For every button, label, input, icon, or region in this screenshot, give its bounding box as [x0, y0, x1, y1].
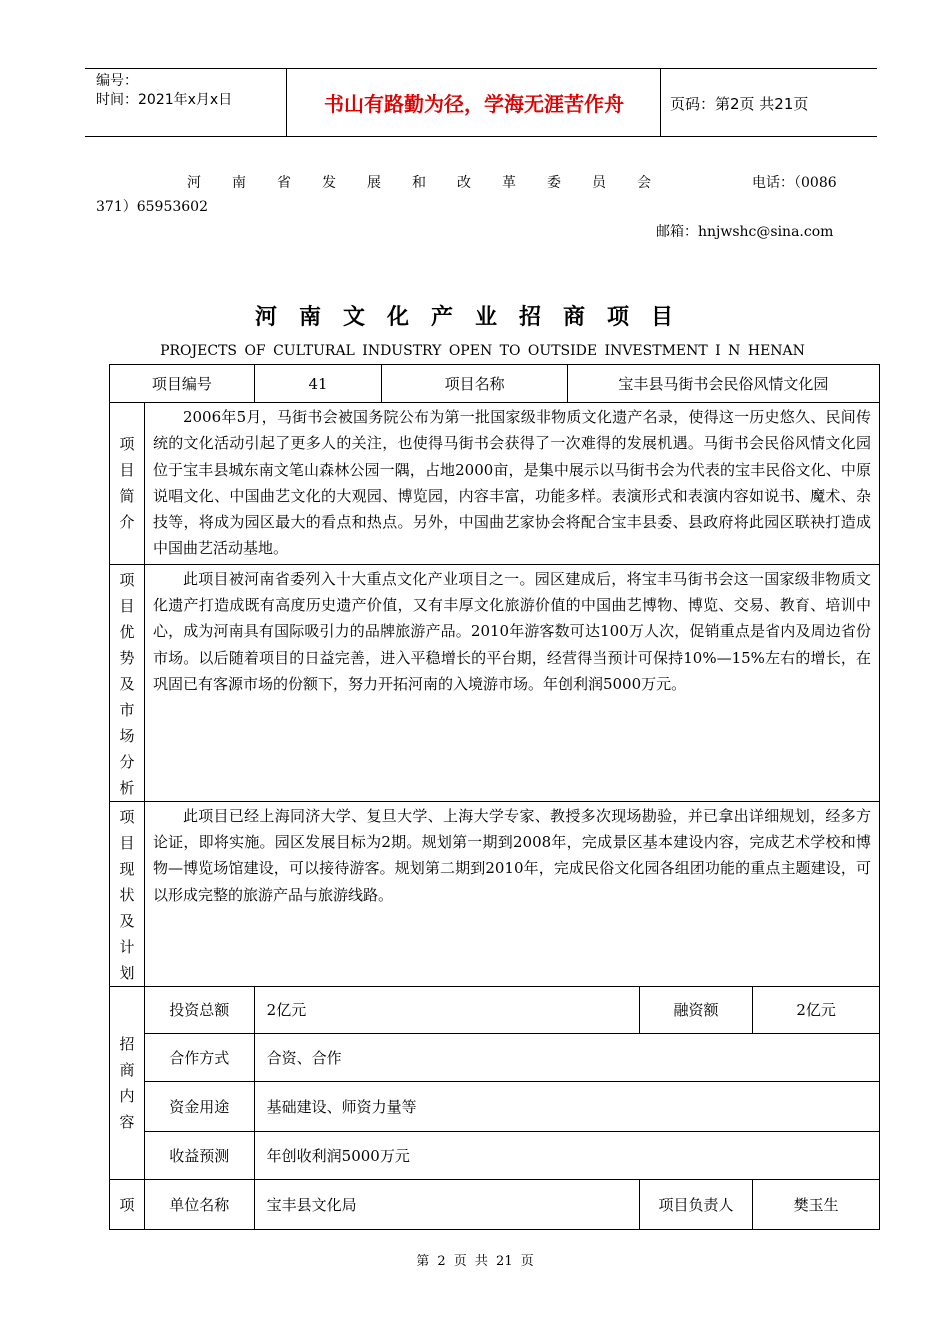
- project-table: [109, 364, 880, 1230]
- page-title: 河南文化产业招商项目: [254, 304, 695, 330]
- table-row-invest: [110, 986, 880, 1033]
- unit: 宝丰县文化局: [254, 1179, 639, 1229]
- leader-label: 项目负责人: [639, 1179, 753, 1229]
- header-divider-1: [286, 69, 287, 136]
- project-no-label: 项目编号: [110, 365, 255, 403]
- header-motto: 书山有路勤为径，学海无涯苦作舟: [324, 92, 624, 116]
- intro-label: 项目简介: [110, 403, 145, 565]
- table-row-intro: [110, 403, 880, 565]
- table-row-header: [110, 365, 880, 403]
- revenue: 年创收利润5000万元: [254, 1131, 879, 1179]
- table-row-status: [110, 801, 880, 986]
- revenue-label: 收益预测: [144, 1131, 254, 1179]
- page-subtitle: PROJECTS OF CULTURAL INDUSTRY OPEN TO OUTSIDE INVESTMENT I N HENAN: [160, 343, 805, 359]
- header-page: 页码：第2页 共21页: [670, 95, 809, 113]
- project-name: 宝丰县马街书会民俗风情文化园: [567, 365, 879, 403]
- advantage-label: 项目优势及市场分析: [110, 564, 145, 801]
- header-bottom-rule: [85, 136, 877, 137]
- leader: 樊玉生: [753, 1179, 880, 1229]
- contact-email: 邮箱：hnjwshc@sina.com: [656, 224, 834, 240]
- advantage-text: 此项目被河南省委列入十大重点文化产业项目之一。园区建成后，将宝丰马街书会这一国家级非物质文化遗产打造成既有高度历史遗产价值，又有丰厚文化旅游价值的中国曲艺博物、博览、交易、教育、培训中心，成为河南具有国际吸引力的品牌旅游产品。2010年游客数可达100万人次，促销重点是省内及周边省份市场。以后随着项目的日益完善，进入平稳增长的平台期，经营得当预计可保持10%—15%左右的增长，在巩固已有客源市场的份额下，努力开拓河南的入境游市场。年创利润5000万元。: [144, 564, 879, 801]
- table-row-revenue: [110, 1131, 880, 1179]
- contact-section-label: 项: [110, 1179, 145, 1229]
- status-text: 此项目已经上海同济大学、复旦大学、上海大学专家、教授多次现场勘验，并已拿出详细规划，经多方论证，即将实施。园区发展目标为2期。规划第一期到2008年，完成景区基本建设内容，完成艺术学校和博物—博览场馆建设，可以接待游客。规划第二期到2010年，完成民俗文化园各组团功能的重点主题建设，可以形成完整的旅游产品与旅游线路。: [144, 801, 879, 986]
- total-invest-label: 投资总额: [144, 986, 254, 1033]
- page-footer: 第 2 页 共 21 页: [416, 1254, 534, 1269]
- header-number: 编号：: [96, 73, 138, 89]
- coop: 合资、合作: [254, 1033, 879, 1081]
- contact-phone: 电话：（0086: [752, 175, 837, 191]
- project-name-label: 项目名称: [382, 365, 567, 403]
- table-row-unit: [110, 1179, 880, 1229]
- financing-label: 融资额: [639, 986, 753, 1033]
- invest-label: 招商内容: [110, 986, 145, 1179]
- header-meta: [96, 72, 232, 110]
- header-time: 时间：2021年x月x日: [96, 92, 233, 108]
- intro-text: 2006年5月，马街书会被国务院公布为第一批国家级非物质文化遗产名录，使得这一历史悠久、民间传统的文化活动引起了更多人的关注，也使得马街书会获得了一次难得的发展机遇。马街书会民俗风情文化园位于宝丰县城东南文笔山森林公园一隅，占地2000亩，是集中展示以马街书会为代表的宝丰民俗文化、中原说唱文化、中国曲艺文化的大观园、博览园，内容丰富，功能多样。表演形式和表演内容如说书、魔术、杂技等，将成为园区最大的看点和热点。另外，中国曲艺家协会将配合宝丰县委、县政府将此园区联袂打造成中国曲艺活动基地。: [144, 403, 879, 565]
- status-label: 项目现状及计划: [110, 801, 145, 986]
- financing: 2亿元: [753, 986, 880, 1033]
- header-divider-2: [660, 69, 661, 136]
- table-row-fund-use: [110, 1081, 880, 1131]
- unit-label: 单位名称: [144, 1179, 254, 1229]
- contact-phone-cont: 371）65953602: [96, 199, 208, 215]
- contact-org: 河南省发展和改革委员会: [187, 175, 682, 191]
- coop-label: 合作方式: [144, 1033, 254, 1081]
- fund-use: 基础建设、师资力量等: [254, 1081, 879, 1131]
- header-top-rule: [85, 68, 877, 69]
- total-invest: 2亿元: [254, 986, 639, 1033]
- project-no: 41: [254, 365, 382, 403]
- table-row-coop: [110, 1033, 880, 1081]
- fund-use-label: 资金用途: [144, 1081, 254, 1131]
- table-row-advantage: [110, 564, 880, 801]
